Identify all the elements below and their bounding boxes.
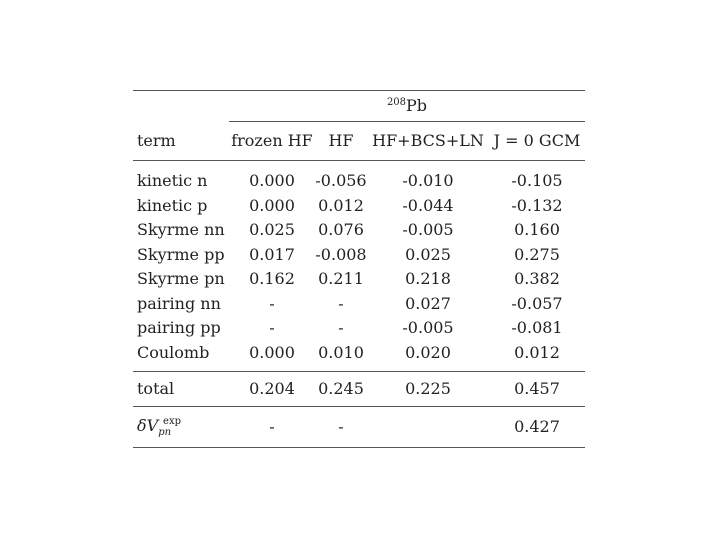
cell-frozen-hf: - [269, 293, 275, 313]
cell-gcm: -0.105 [511, 171, 563, 191]
cell-frozen-hf: 0.000 [229, 341, 315, 372]
cell-gcm: 0.382 [514, 269, 560, 289]
experimental-label: $\delta V_{pn}^{exp}$ [133, 407, 229, 448]
row-term: Skyrme pn [137, 269, 225, 289]
cell-hf-bcs-ln: -0.005 [402, 220, 454, 240]
cell-gcm: -0.057 [511, 293, 563, 313]
row-term: Skyrme nn [137, 220, 225, 240]
cell-hf: - [338, 293, 344, 313]
group-header-row [133, 91, 585, 122]
cell-hf: 0.012 [318, 195, 364, 215]
cell-hf: 0.010 [315, 341, 367, 372]
experimental-row [133, 407, 585, 448]
total-gcm: 0.457 [489, 372, 585, 407]
cell-hf-bcs-ln: 0.025 [405, 244, 451, 264]
cell-gcm: -0.081 [511, 318, 563, 338]
table-row [133, 341, 585, 372]
cell-frozen-hf: 0.162 [249, 269, 295, 289]
total-frozen-hf: 0.204 [229, 372, 315, 407]
row-term: pairing nn [137, 293, 221, 313]
cell-frozen-hf: 0.000 [249, 195, 295, 215]
column-header-term: term [133, 122, 229, 161]
row-term: Skyrme pp [137, 244, 225, 264]
cell-gcm: -0.132 [511, 195, 563, 215]
cell-frozen-hf: 0.017 [249, 244, 295, 264]
row-term: pairing pp [137, 318, 221, 338]
cell-hf: -0.056 [315, 171, 367, 191]
table-row [133, 161, 585, 194]
cell-hf: 0.211 [318, 269, 364, 289]
cell-hf-bcs-ln: -0.005 [402, 318, 454, 338]
cell-gcm: 0.160 [514, 220, 560, 240]
column-header-frozen-hf: frozen HF [229, 122, 315, 161]
results-table-container [133, 90, 585, 448]
total-hf: 0.245 [315, 372, 367, 407]
cell-hf-bcs-ln: -0.010 [402, 171, 454, 191]
total-label: total [133, 372, 229, 407]
cell-frozen-hf: - [269, 318, 275, 338]
total-hf-bcs-ln: 0.225 [367, 372, 489, 407]
table-row [133, 267, 585, 292]
exp-frozen-hf: - [229, 407, 315, 448]
column-header-hf: HF [315, 122, 367, 161]
column-header-hf-bcs-ln: HF+BCS+LN [367, 122, 489, 161]
cell-hf: 0.076 [318, 220, 364, 240]
cell-hf-bcs-ln: 0.218 [405, 269, 451, 289]
column-header-gcm: J = 0 GCM [489, 122, 585, 161]
cell-frozen-hf: 0.025 [249, 220, 295, 240]
group-header-spacer [133, 91, 229, 122]
column-header-row [133, 122, 585, 161]
exp-hf: - [315, 407, 367, 448]
cell-frozen-hf: 0.000 [249, 171, 295, 191]
table-row [133, 316, 585, 341]
results-table [133, 90, 585, 448]
cell-gcm: 0.012 [489, 341, 585, 372]
nucleus-header: $^{208}$Pb [229, 91, 585, 122]
cell-hf: -0.008 [315, 244, 367, 264]
table-row [133, 292, 585, 317]
row-term: Coulomb [133, 341, 229, 372]
exp-gcm: 0.427 [489, 407, 585, 448]
total-row [133, 372, 585, 407]
exp-hf-bcs-ln [367, 407, 489, 448]
cell-hf-bcs-ln: 0.020 [367, 341, 489, 372]
table-row [133, 218, 585, 243]
table-row [133, 194, 585, 219]
cell-hf-bcs-ln: 0.027 [405, 293, 451, 313]
row-term: kinetic n [137, 171, 208, 191]
cell-gcm: 0.275 [514, 244, 560, 264]
table-row [133, 243, 585, 268]
cell-hf: - [338, 318, 344, 338]
cell-hf-bcs-ln: -0.044 [402, 195, 454, 215]
row-term: kinetic p [137, 195, 208, 215]
